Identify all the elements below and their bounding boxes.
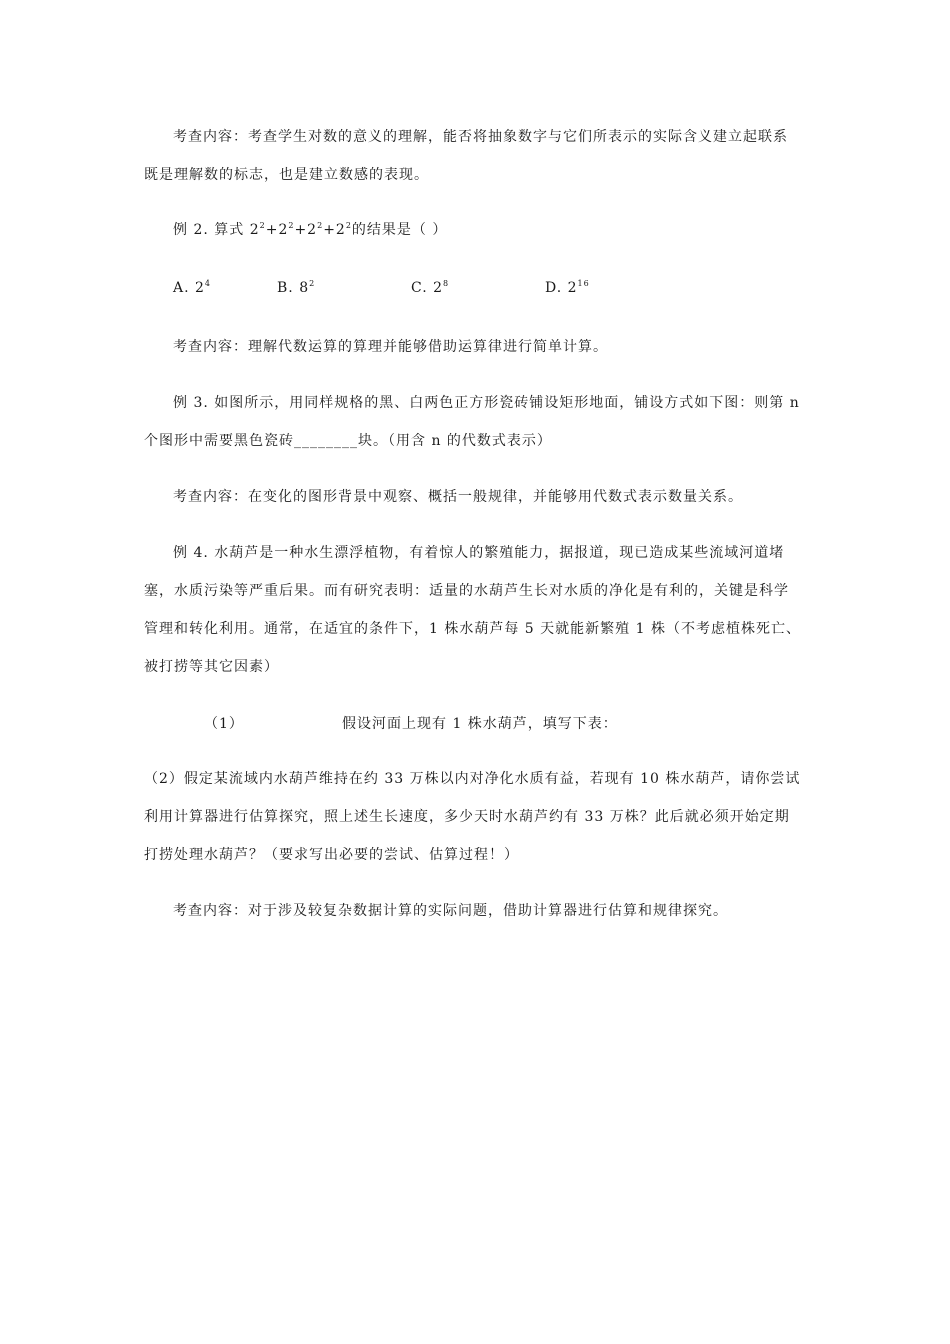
text-line: 利用计算器进行估算探究，照上述生长速度，多少天时水葫芦约有 33 万株？此后就必须开始定期	[144, 809, 790, 825]
text-line: 考查内容：考查学生对数的意义的理解，能否将抽象数字与它们所表示的实际含义建立起联系	[173, 129, 788, 145]
example-2-options	[173, 276, 813, 300]
text-line: 被打捞等其它因素）	[144, 659, 279, 675]
plus-term: +2	[265, 222, 289, 238]
plus-term: +2	[294, 222, 318, 238]
text-line: 塞，水质污染等严重后果。而有研究表明：适量的水葫芦生长对水质的净化是有利的，关键是科学	[144, 583, 789, 599]
text-line: 既是理解数的标志，也是建立数感的表现。	[144, 167, 429, 183]
plus-term: +2	[323, 222, 346, 238]
option-c-exponent: 8	[443, 279, 450, 288]
option-d-base: D. 2	[545, 280, 578, 296]
text-line: 例 3. 如图所示，用同样规格的黑、白两色正方形瓷砖铺设矩形地面，铺设方式如下图：则第 n	[173, 395, 800, 411]
text-line: （2）假定某流域内水葫芦维持在约 33 万株以内对净化水质有益，若现有 10 株水葫芦，请你尝试	[144, 771, 801, 787]
exponent: 2	[288, 221, 295, 230]
paragraph-assessment-2: 考查内容：理解代数运算的算理并能够借助运算律进行简单计算。	[173, 339, 608, 355]
example-2-suffix: 的结果是（ ）	[351, 222, 448, 238]
option-b-exponent: 2	[309, 279, 316, 288]
option-a	[173, 276, 211, 300]
paragraph-assessment-4: 考查内容：对于涉及较复杂数据计算的实际问题，借助计算器进行估算和规律探究。	[173, 903, 728, 919]
example-2-prefix: 例 2. 算式 2	[173, 222, 260, 238]
text-line: 管理和转化利用。通常，在适宜的条件下，1 株水葫芦每 5 天就能新繁殖 1 株（不考虑植株死亡、	[144, 621, 801, 637]
paragraph-assessment-1	[144, 118, 814, 194]
option-d-exponent: 16	[577, 279, 590, 288]
text-line: 个图形中需要黑色瓷砖________块。（用含 n 的代数式表示）	[144, 433, 552, 449]
text-line: 例 4. 水葫芦是一种水生漂浮植物，有着惊人的繁殖能力，据报道，现已造成某些流域河道堵	[173, 545, 785, 561]
option-d	[545, 276, 590, 300]
example-2-question	[144, 214, 843, 246]
option-b-base: B. 8	[277, 280, 310, 296]
text-line: 打捞处理水葫芦？（要求写出必要的尝试、估算过程！）	[144, 847, 519, 863]
option-c-base: C. 2	[411, 280, 444, 296]
question-1-text: 假设河面上现有 1 株水葫芦，填写下表：	[342, 716, 618, 732]
exponent: 2	[317, 221, 324, 230]
example-3-question	[144, 384, 814, 460]
exponent: 2	[259, 221, 266, 230]
question-1-number: （1）	[204, 716, 244, 732]
example-4-question	[144, 534, 814, 686]
option-b	[277, 276, 315, 300]
option-c	[411, 276, 449, 300]
option-a-exponent: 4	[204, 279, 212, 288]
option-a-base: A. 2	[173, 280, 205, 296]
question-2	[144, 760, 814, 874]
paragraph-assessment-3: 考查内容：在变化的图形背景中观察、概括一般规律，并能够用代数式表示数量关系。	[173, 489, 743, 505]
exponent: 2	[345, 221, 352, 230]
